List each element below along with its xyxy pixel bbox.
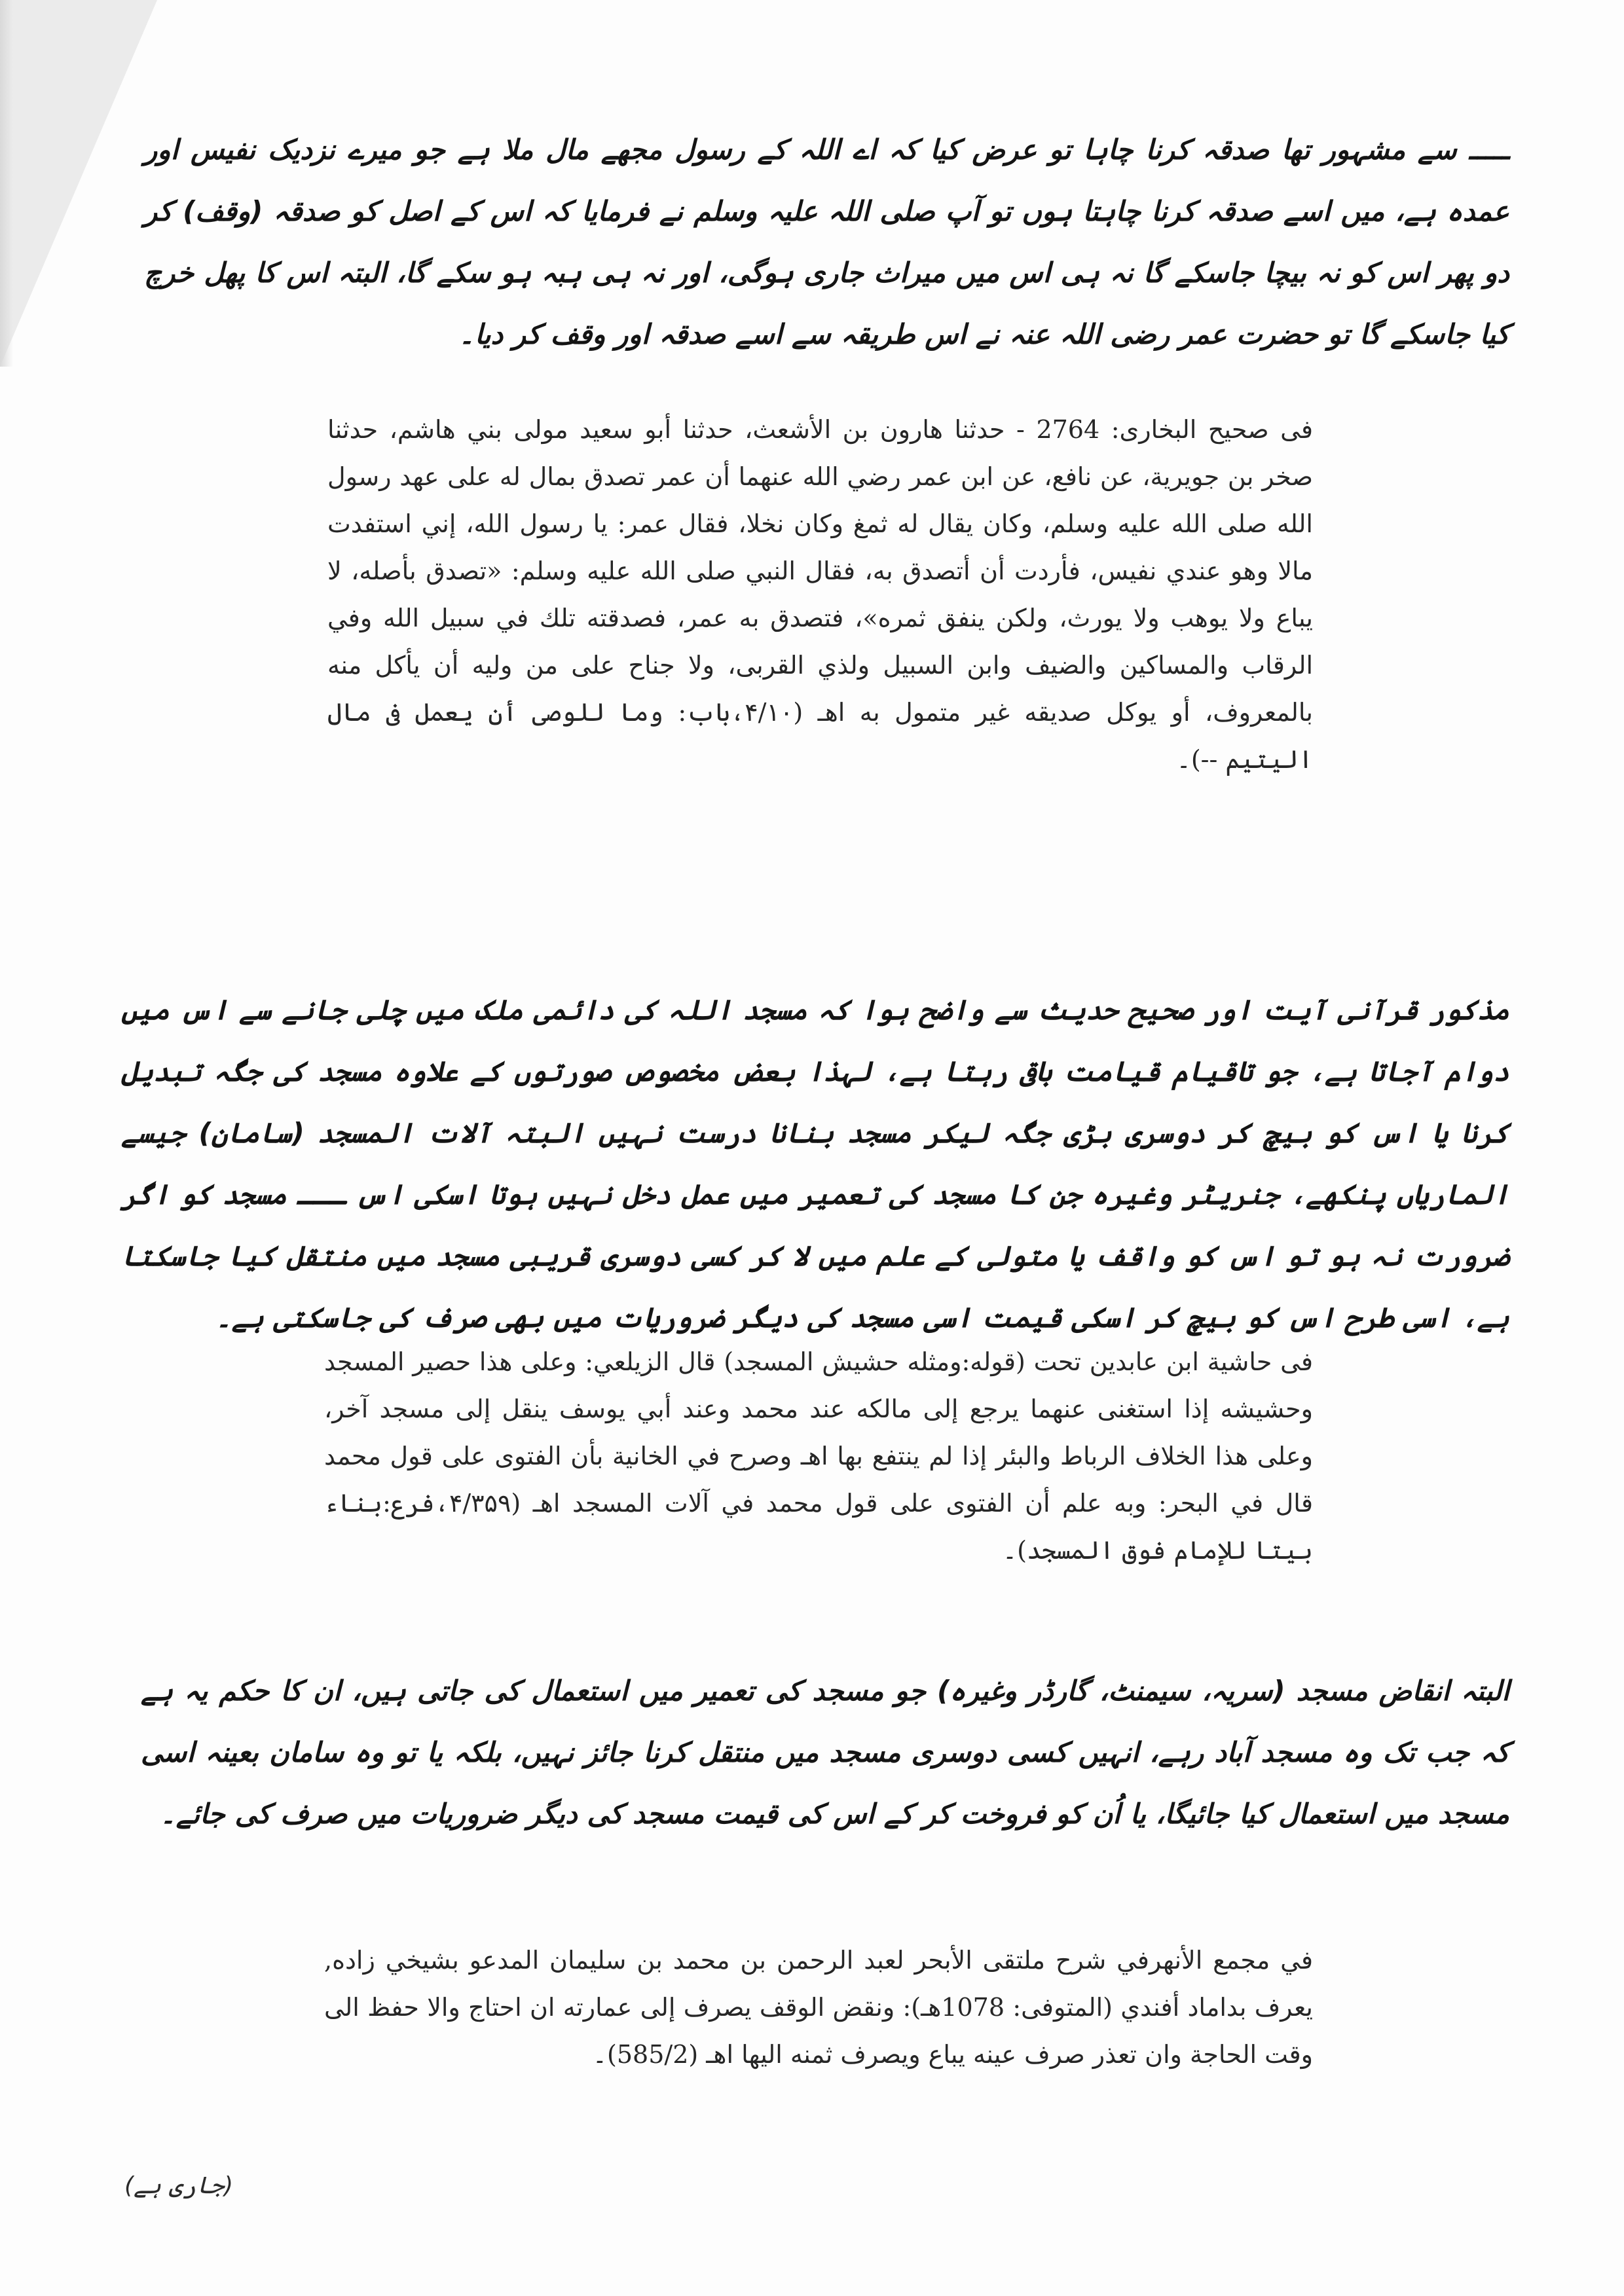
continued-note: (جاری ہے) bbox=[124, 2172, 234, 2199]
folded-page-corner bbox=[0, 0, 157, 367]
folded-page-corner-shadow bbox=[0, 0, 13, 367]
arabic-quote-ibn-abidin: فی حاشية ابن عابدين تحت (قوله:ومثله حشيش المسجد) قال الزيلعي: وعلى هذا حصير المسجد وحشيشه إذا استغنى عنهما يرجع إلى مالكه عند محمد وعند أبي يوسف ينقل إلى مسجد آخر، وعلى هذا الخلاف الرباط والبئر إذا لم ينتفع بها اهـ وصرح في الخانية بأن الفتوى على قول محمد قال في البحر: وبه علم أن الفتوى على قول محمد في آلات المسجد اهـ (۴/۳۵۹،فرع:بناء بيتا للإمام فوق المسجد)۔ bbox=[324, 1347, 1313, 1565]
urdu-paragraph-3: البتہ انقاض مسجد (سریہ، سیمنٹ، گارڈر وغیرہ) جو مسجد کی تعمیر میں استعمال کی جاتی ہیں، ان کا حکم یہ ہے کہ جب تک وہ مسجد آباد رہے، انہیں کسی دوسری مسجد میں منتقل کرنا جائز نہیں، بلکہ یا تو وہ سامان بعینہ اسی مسجد میں استعمال کیا جائیگا، یا اُن کو فروخت کر کے اس کی قیمت مسجد کی دیگر ضروریات میں صرف کی جائے۔ bbox=[141, 1675, 1509, 1830]
urdu-paragraph-1: ـــــ سے مشہور تھا صدقہ کرنا چاہا تو عرض کیا کہ اے اللہ کے رسول مجھے مال ملا ہے جو میرے نزدیک نفیس اور عمدہ ہے، میں اسے صدقہ کرنا چاہتا ہوں تو آپ صلی اللہ علیہ وسلم نے فرمایا کہ اس کے اصل کو صدقہ (وقف) کر دو پھر اس کو نہ بیچا جاسکے گا نہ ہی اس میں میراث جاری ہوگی، اور نہ ہی ہبہ ہو سکے گا، البتہ اس کا پھل خرچ کیا جاسکے گا تو حضرت عمر رضی اللہ عنہ نے اس طریقہ سے اسے صدقہ اور وقف کر دیا۔ bbox=[144, 134, 1509, 350]
arabic-quote-majma-al-anhur: في مجمع الأنهرفي شرح ملتقى الأبحر لعبد الرحمن بن محمد بن سليمان المدعو بشيخي زاده, يعرف بداماد أفندي (المتوفى: 1078هـ): ونقض الوقف يصرف إلى عمارته ان احتاج والا حفظ الى وقت الحاجة وان تعذر صرف عينه يباع ويصرف ثمنه اليها اهـ (585/2)۔ bbox=[324, 1946, 1313, 2069]
arabic-quote-bukhari: فی صحیح البخاری: 2764 - حدثنا هارون بن الأشعث، حدثنا أبو سعيد مولى بني هاشم، حدثنا صخر بن جويرية، عن نافع، عن ابن عمر رضي الله عنهما أن عمر تصدق بمال له على عهد رسول الله صلى الله عليه وسلم، وكان يقال له ثمغ وكان نخلا، فقال عمر: يا رسول الله، إني استفدت مالا وهو عندي نفيس، فأردت أن أتصدق به، فقال النبي صلى الله عليه وسلم: «تصدق بأصله، لا يباع ولا يوهب ولا يورث، ولكن ينفق ثمره»، فتصدق به عمر، فصدقته تلك في سبيل الله وفي الرقاب والمساكين والضيف وابن السبيل ولذي القربى، ولا جناح على من وليه أن يأكل منه بالمعروف، أو يوكل صديقه غير متمول به اهـ (۴/۱۰،باب: وما للوصی أن يعمل فی مال اليتيم --)۔ bbox=[327, 415, 1314, 774]
urdu-paragraph-2: مذکور قرآنی آیت اور صحیح حدیث سے واضح ہوا کہ مسجد اللہ کی دائمی ملک میں چلی جانے سے اس میں دوام آجاتا ہے، جو تاقیام قیامت باقی رہتا ہے، لہذا بعض مخصوص صورتوں کے علاوہ مسجد کی جگہ تبدیل کرنا یا اس کو بیچ کر دوسری بڑی جگہ لیکر مسجد بنانا درست نہیں البتہ آلات المسجد (سامان) جیسے الماریاں پنکھے، جنریٹر وغیرہ جن کا مسجد کی تعمیر میں عمل دخل نہیں ہوتا اسکی اس ـــ مسجد کو اگر ضرورت نہ ہو تو اس کو واقف یا متولی کے علم میں لا کر کسی دوسری قریبی مسجد میں منتقل کیا جاسکتا ہے، اسی طرح اس کو بیچ کر اسکی قیمت اسی مسجد کی دیگر ضروریات میں بھی صرف کی جاسکتی ہے۔ bbox=[121, 994, 1509, 1334]
